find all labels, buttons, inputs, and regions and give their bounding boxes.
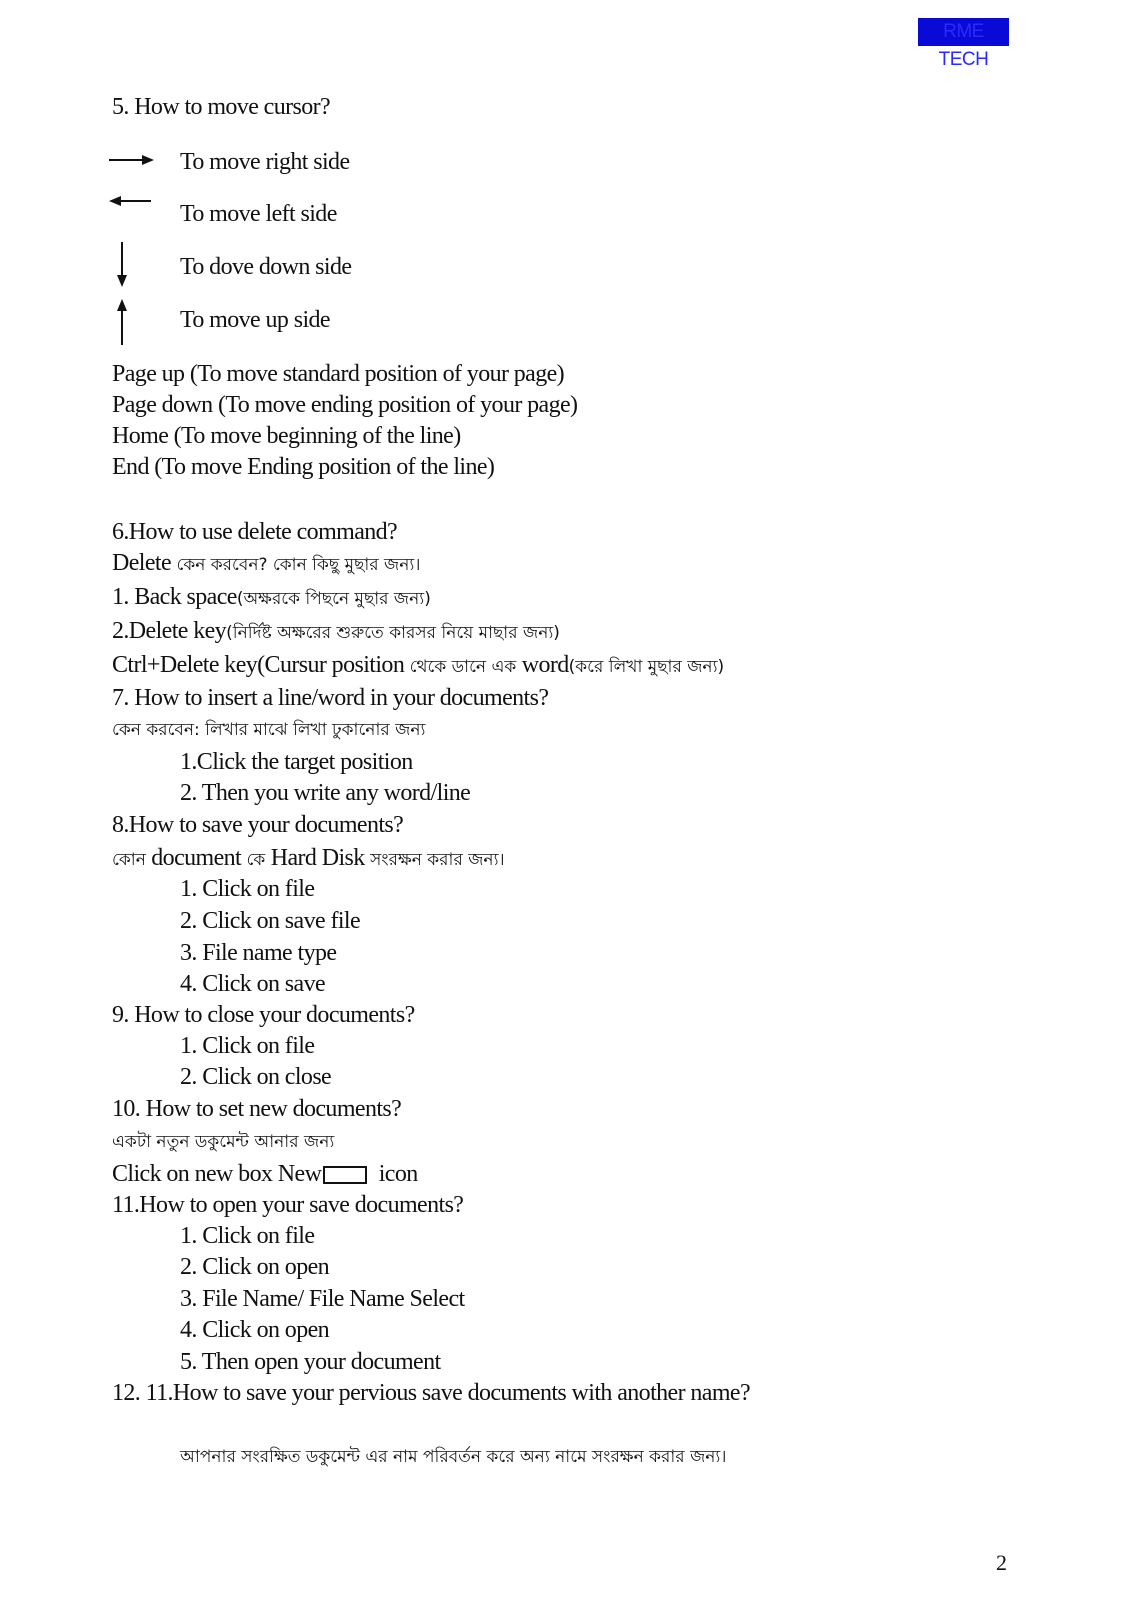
section-7-step-2: 2. Then you write any word/line — [180, 780, 471, 806]
header-tag: RME TECH — [918, 18, 1009, 46]
item-en: 2.Delete key — [112, 618, 227, 644]
section-11-step-1: 1. Click on file — [180, 1223, 315, 1249]
section-8-purpose — [112, 843, 505, 875]
section-9-step-2: 2. Click on close — [180, 1064, 332, 1090]
instruction-text: Click on new box New — [112, 1161, 322, 1187]
item-en: Ctrl+Delete key(Cursur position — [112, 652, 410, 678]
section-6-intro — [112, 548, 420, 580]
section-7-purpose: কেন করবেন: লিখার মাঝে লিখা ঢুকানোর জন্য — [112, 720, 426, 740]
arrow-down-text: To dove down side — [180, 254, 352, 280]
intro-bn: কেন করবেন? কোন কিছু মুছার জন্য। — [176, 555, 421, 575]
arrow-right-text: To move right side — [180, 149, 350, 175]
key-page-down: Page down (To move ending position of your page) — [112, 392, 578, 418]
purpose-en: document — [151, 845, 247, 871]
section-12-title: 12. 11.How to save your pervious save documents with another name? — [112, 1380, 751, 1406]
item-en: 1. Back space — [112, 584, 237, 610]
section-9-title: 9. How to close your documents? — [112, 1002, 415, 1028]
section-8-step-4: 4. Click on save — [180, 971, 326, 997]
item-bn: (নির্দিষ্ট অক্ষরের শুরুতে কারসর নিয়ে মাছার জন্য) — [226, 623, 560, 643]
arrow-left-icon — [108, 193, 152, 209]
intro-en: Delete — [112, 550, 177, 576]
item-bn: (অক্ষরকে পিছনে মুছার জন্য) — [236, 589, 431, 609]
section-8-step-2: 2. Click on save file — [180, 908, 361, 934]
section-10-title: 10. How to set new documents? — [112, 1096, 402, 1122]
item-bn: (করে লিখা মুছার জন্য) — [568, 657, 725, 677]
key-page-up: Page up (To move standard position of your page) — [112, 361, 565, 387]
section-6-item-1 — [112, 582, 431, 614]
page-number: 2 — [996, 1550, 1007, 1575]
section-11-step-4: 4. Click on open — [180, 1317, 330, 1343]
section-7-step-1: 1.Click the target position — [180, 749, 413, 775]
arrow-up-text: To move up side — [180, 307, 330, 333]
arrow-up-icon — [114, 298, 130, 346]
purpose-bn: কোন — [112, 850, 152, 870]
section-9-step-1: 1. Click on file — [180, 1033, 315, 1059]
section-11-step-2: 2. Click on open — [180, 1254, 330, 1280]
item-bn: থেকে ডানে এক — [409, 657, 522, 677]
section-11-step-3: 3. File Name/ File Name Select — [180, 1286, 465, 1312]
section-8-step-3: 3. File name type — [180, 940, 337, 966]
section-12-purpose: আপনার সংরক্ষিত ডকুমেন্ট এর নাম পরিবর্তন করে অন্য নামে সংরক্ষন করার জন্য। — [180, 1447, 727, 1467]
arrow-down-icon — [114, 241, 130, 289]
arrow-right-icon — [108, 152, 156, 168]
purpose-en: Hard Disk — [270, 845, 371, 871]
section-11-step-5: 5. Then open your document — [180, 1349, 441, 1375]
section-11-title: 11.How to open your save documents? — [112, 1192, 464, 1218]
arrow-left-text: To move left side — [180, 201, 337, 227]
section-6-item-2 — [112, 616, 560, 648]
item-en: word — [521, 652, 569, 678]
purpose-bn: কে — [246, 850, 271, 870]
section-6-title: 6.How to use delete command? — [112, 519, 398, 545]
key-home: Home (To move beginning of the line) — [112, 423, 461, 449]
section-10-instruction — [112, 1159, 418, 1189]
instruction-text: icon — [373, 1161, 418, 1187]
purpose-bn: সংরক্ষন করার জন্য। — [370, 850, 505, 870]
section-5-title: 5. How to move cursor? — [112, 94, 331, 120]
section-7-title: 7. How to insert a line/word in your documents? — [112, 685, 549, 711]
section-8-title: 8.How to save your documents? — [112, 812, 404, 838]
new-document-box-icon — [323, 1166, 367, 1184]
section-8-step-1: 1. Click on file — [180, 876, 315, 902]
section-6-item-3 — [112, 650, 724, 682]
section-10-purpose: একটা নতুন ডকুমেন্ট আনার জন্য — [112, 1132, 335, 1152]
key-end: End (To move Ending position of the line) — [112, 454, 495, 480]
